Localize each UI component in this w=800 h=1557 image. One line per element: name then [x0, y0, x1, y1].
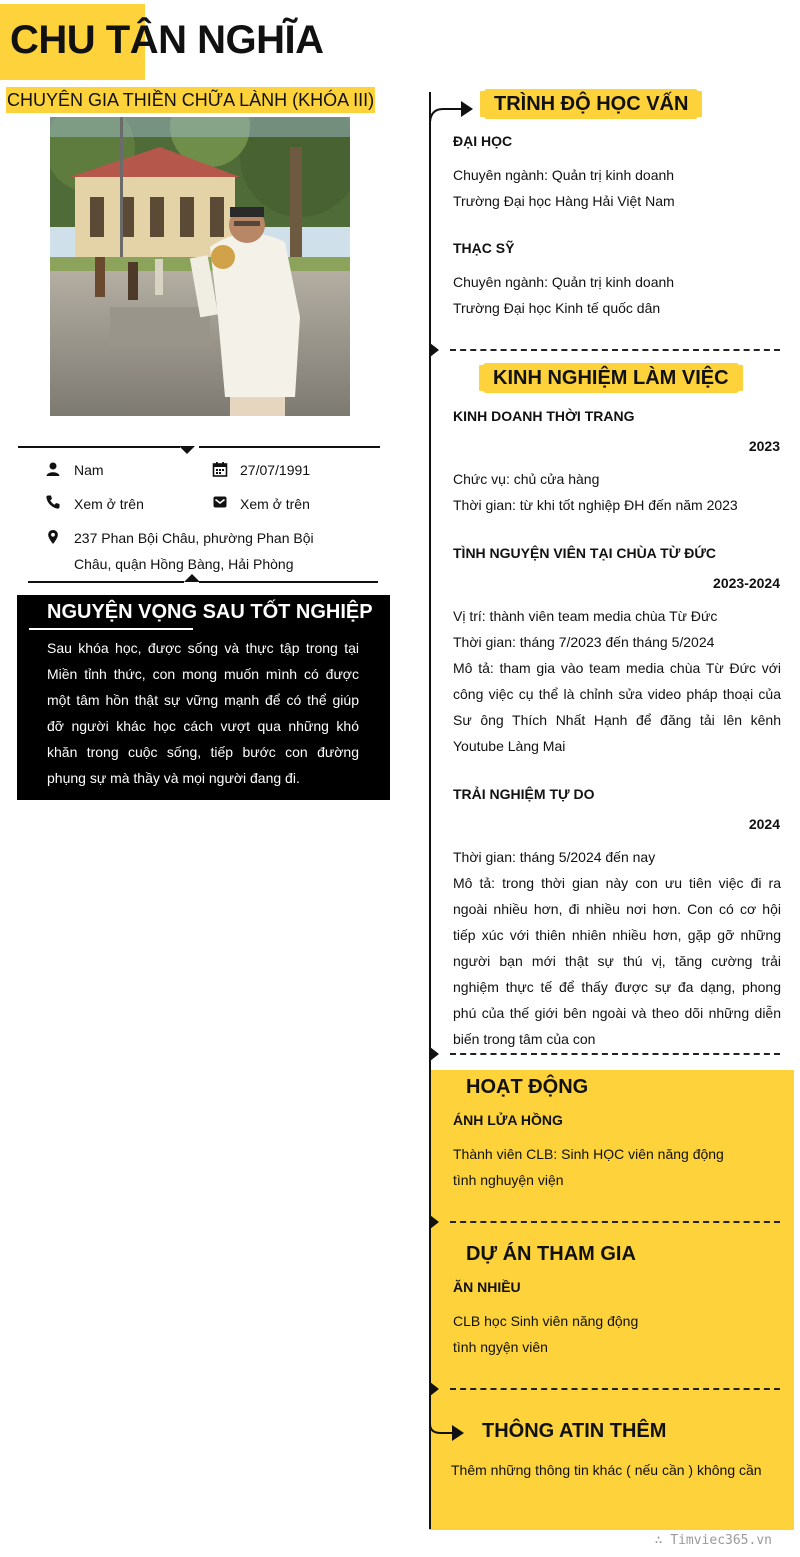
experience-line-1-2: Thời gian: từ khi tốt nghiệp ĐH đến năm 2023: [453, 497, 738, 513]
address-line-2: Châu, quận Hồng Bàng, Hải Phòng: [74, 556, 294, 572]
education-school-2: Trường Đại học Kinh tế quốc dân: [453, 300, 661, 316]
gender-value: Nam: [74, 462, 104, 478]
experience-line-3-1: Thời gian: tháng 5/2024 đến nay: [453, 849, 656, 865]
experience-year-1: 2023: [748, 438, 780, 454]
timeline-marker: [430, 1215, 439, 1229]
activities-line-2: tình nghuyện viện: [453, 1172, 564, 1188]
education-major-2: Chuyên ngành: Quản trị kinh doanh: [453, 274, 675, 290]
education-school-1: Trường Đại học Hàng Hải Việt Nam: [453, 193, 675, 209]
education-degree-2: THẠC SỸ: [453, 240, 515, 256]
projects-title: ĂN NHIỀU: [453, 1279, 521, 1295]
projects-line-1: CLB học Sinh viên năng động: [453, 1313, 639, 1329]
section-divider: [450, 349, 780, 351]
experience-line-2-1: Vị trí: thành viên team media chùa Từ Đức: [453, 608, 718, 624]
experience-line-1-1: Chức vụ: chủ cửa hàng: [453, 471, 600, 487]
watermark: ∴ Timviec365.vn: [654, 1533, 772, 1548]
aspiration-underline: [29, 628, 193, 630]
phone-icon: [45, 494, 61, 510]
aspiration-title: NGUYỆN VỌNG SAU TỐT NGHIỆP: [47, 601, 373, 623]
address-value: [74, 525, 324, 577]
candidate-name: CHU TÂN NGHĨA: [10, 18, 324, 62]
email-icon: [212, 494, 228, 510]
timeline-marker: [430, 1047, 439, 1061]
arrow-right-icon: [429, 1406, 465, 1446]
aspiration-body: Sau khóa học, được sống và thực tập trong tại Miền tỉnh thức, con mong muốn mình có được một tâm hồn thật sự vững mạnh để có thể giúp đỡ người khác học cách vượt qua những khó khăn trong cuộc sống, tiếp bước con đường phụng sự mà thầy và mọi người đang đi.: [47, 640, 359, 786]
experience-heading-wrap: [483, 367, 739, 390]
experience-title-2: TÌNH NGUYỆN VIÊN TẠI CHÙA TỪ ĐỨC: [453, 545, 717, 561]
experience-desc-2: Mô tả: tham gia vào team media chùa Từ Đức với công việc cụ thể là chỉnh sửa video pháp thoại của Sư ông Thích Nhất Hạnh để đăng tải lên kênh Youtube Làng Mai: [453, 660, 781, 754]
experience-year-2: 2023-2024: [713, 575, 780, 591]
experience-year-3: 2024: [748, 816, 780, 832]
user-icon: [45, 461, 61, 477]
section-divider: [450, 1221, 780, 1223]
map-pin-icon: [45, 529, 61, 545]
projects-heading: DỰ ÁN THAM GIA: [466, 1243, 636, 1265]
experience-desc-3: Mô tả: trong thời gian này con ưu tiên việc đi ra ngoài nhiều hơn, đi nhiều nơi hơn. Con có cơ hội tiếp xúc với thiên nhiên nhiều hơn, gặp gỡ những người bạn mới thật sự thú vị, tăng cường trải nghiệm thực tế để thấy được sự đa dạng, phong phú của thế giới bên ngoài và theo dõi những diễn biến trong tâm của con: [453, 875, 781, 1047]
activities-heading: HOẠT ĐỘNG: [466, 1076, 589, 1098]
experience-line-2-2: Thời gian: tháng 7/2023 đến tháng 5/2024: [453, 634, 715, 650]
section-divider: [450, 1388, 780, 1390]
calendar-icon: [212, 461, 228, 477]
phone-value: Xem ở trên: [74, 496, 144, 512]
projects-line-2: tình ngyện viên: [453, 1339, 548, 1355]
arrow-right-icon: [429, 98, 473, 124]
aspiration-section: [17, 595, 390, 800]
address-line-1: 237 Phan Bội Châu, phường Phan Bội: [74, 530, 314, 546]
birthday-value: 27/07/1991: [240, 462, 311, 478]
caret-down-icon: [179, 446, 195, 455]
timeline-line: [429, 92, 431, 1529]
contact-divider-bottom-right: [199, 581, 378, 583]
job-title: CHUYÊN GIA THIỀN CHỮA LÀNH (KHÓA III): [6, 87, 375, 113]
timeline-marker: [430, 343, 439, 357]
education-degree-1: ĐẠI HỌC: [453, 133, 513, 149]
experience-title-3: TRẢI NGHIỆM TỰ DO: [453, 786, 595, 802]
activities-title: ÁNH LỬA HỒNG: [453, 1112, 563, 1128]
highlight-panel: [429, 1070, 794, 1530]
experience-heading: KINH NGHIỆM LÀM VIỆC: [483, 363, 739, 393]
section-divider: [450, 1053, 780, 1055]
contact-divider-top-right: [199, 446, 380, 448]
more-info-heading: THÔNG ATIN THÊM: [482, 1420, 667, 1442]
caret-up-icon: [184, 574, 200, 583]
email-value: Xem ở trên: [240, 496, 310, 512]
more-info-text: Thêm những thông tin khác ( nếu cần ) không cần: [451, 1462, 762, 1478]
activities-line-1: Thành viên CLB: Sinh HỌC viên năng động: [453, 1146, 724, 1162]
education-heading: TRÌNH ĐỘ HỌC VẤN: [484, 89, 698, 119]
education-heading-wrap: [484, 93, 698, 116]
profile-photo: [50, 117, 350, 416]
timeline-marker: [430, 1382, 439, 1396]
experience-title-1: KINH DOANH THỜI TRANG: [453, 408, 635, 424]
contact-divider-bottom-left: [28, 581, 184, 583]
education-major-1: Chuyên ngành: Quản trị kinh doanh: [453, 167, 675, 183]
contact-divider-top-left: [18, 446, 180, 448]
